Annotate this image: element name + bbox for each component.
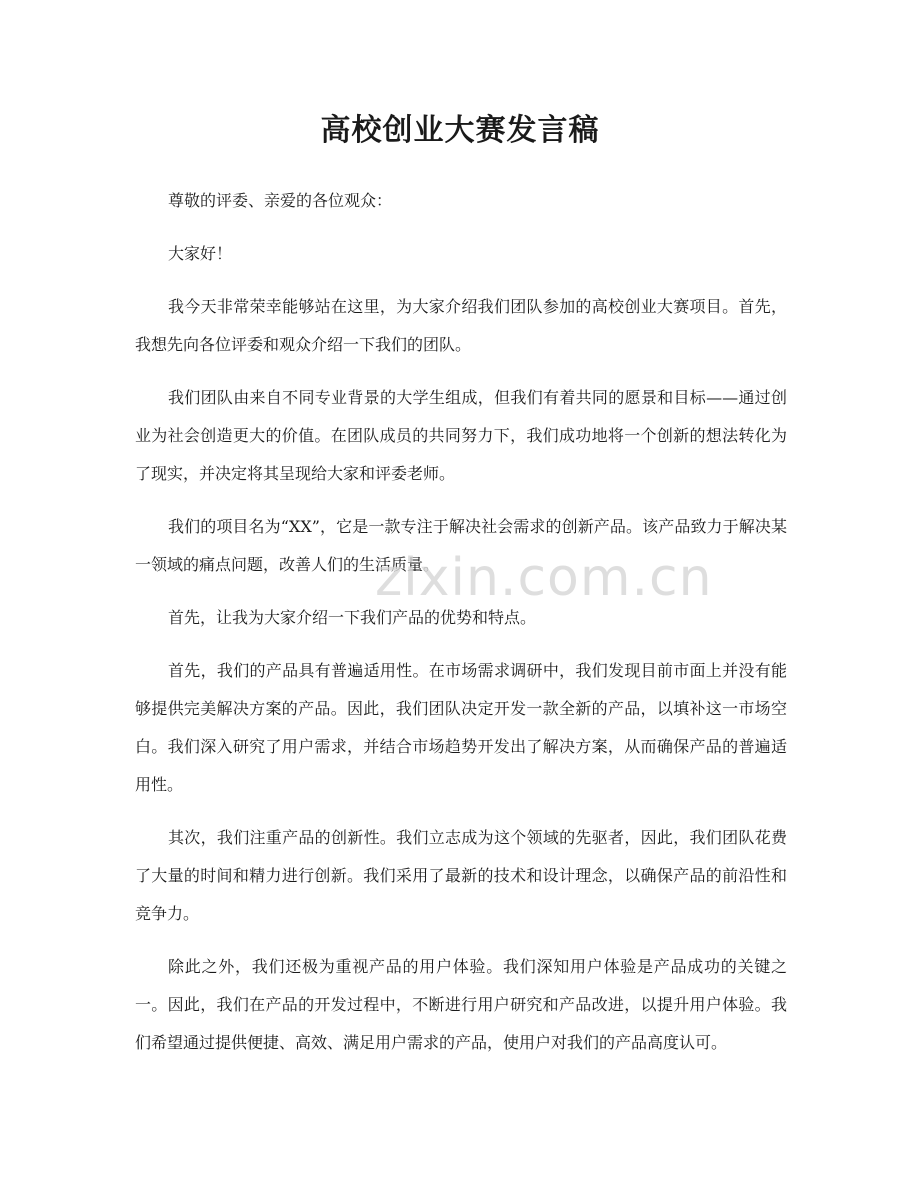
paragraph-greeting: 大家好！ [168,244,233,263]
watermark: zixin.com.cn [375,548,713,608]
paragraph-innovation: 其次，我们注重产品的创新性。我们立志成为这个领域的先驱者，因此，我们团队花费了大量的时间和精力进行创新。我们采用了最新的技术和设计理念，以确保产品的前沿性和竞争力。 [135,828,787,923]
paragraph-advantages-intro: 首先，让我为大家介绍一下我们产品的优势和特点。 [168,608,537,627]
paragraph-salutation: 尊敬的评委、亲爱的各位观众： [168,191,393,210]
speech-body [135,182,787,1077]
paragraph-applicability: 首先，我们的产品具有普遍适用性。在市场需求调研中，我们发现目前市面上并没有能够提供完美解决方案的产品。因此，我们团队决定开发一款全新的产品，以填补这一市场空白。我们深入研究了用户需求，并结合市场趋势开发出了解决方案，从而确保产品的普遍适用性。 [135,661,787,794]
paragraph-intro: 我今天非常荣幸能够站在这里，为大家介绍我们团队参加的高校创业大赛项目。首先，我想先向各位评委和观众介绍一下我们的团队。 [135,297,787,354]
page-title: 高校创业大赛发言稿 [320,113,600,148]
paragraph-team: 我们团队由来自不同专业背景的大学生组成，但我们有着共同的愿景和目标——通过创业为社会创造更大的价值。在团队成员的共同努力下，我们成功地将一个创新的想法转化为了现实，并决定将其呈现给大家和评委老师。 [135,388,787,483]
paragraph-user-experience: 除此之外，我们还极为重视产品的用户体验。我们深知用户体验是产品成功的关键之一。因此，我们在产品的开发过程中，不断进行用户研究和产品改进，以提升用户体验。我们希望通过提供便捷、高效、满足用户需求的产品，使用户对我们的产品高度认可。 [135,957,787,1052]
paragraph-project: 我们的项目名为“XX”，它是一款专注于解决社会需求的创新产品。该产品致力于解决某一领域的痛点问题，改善人们的生活质量。 [135,517,787,574]
